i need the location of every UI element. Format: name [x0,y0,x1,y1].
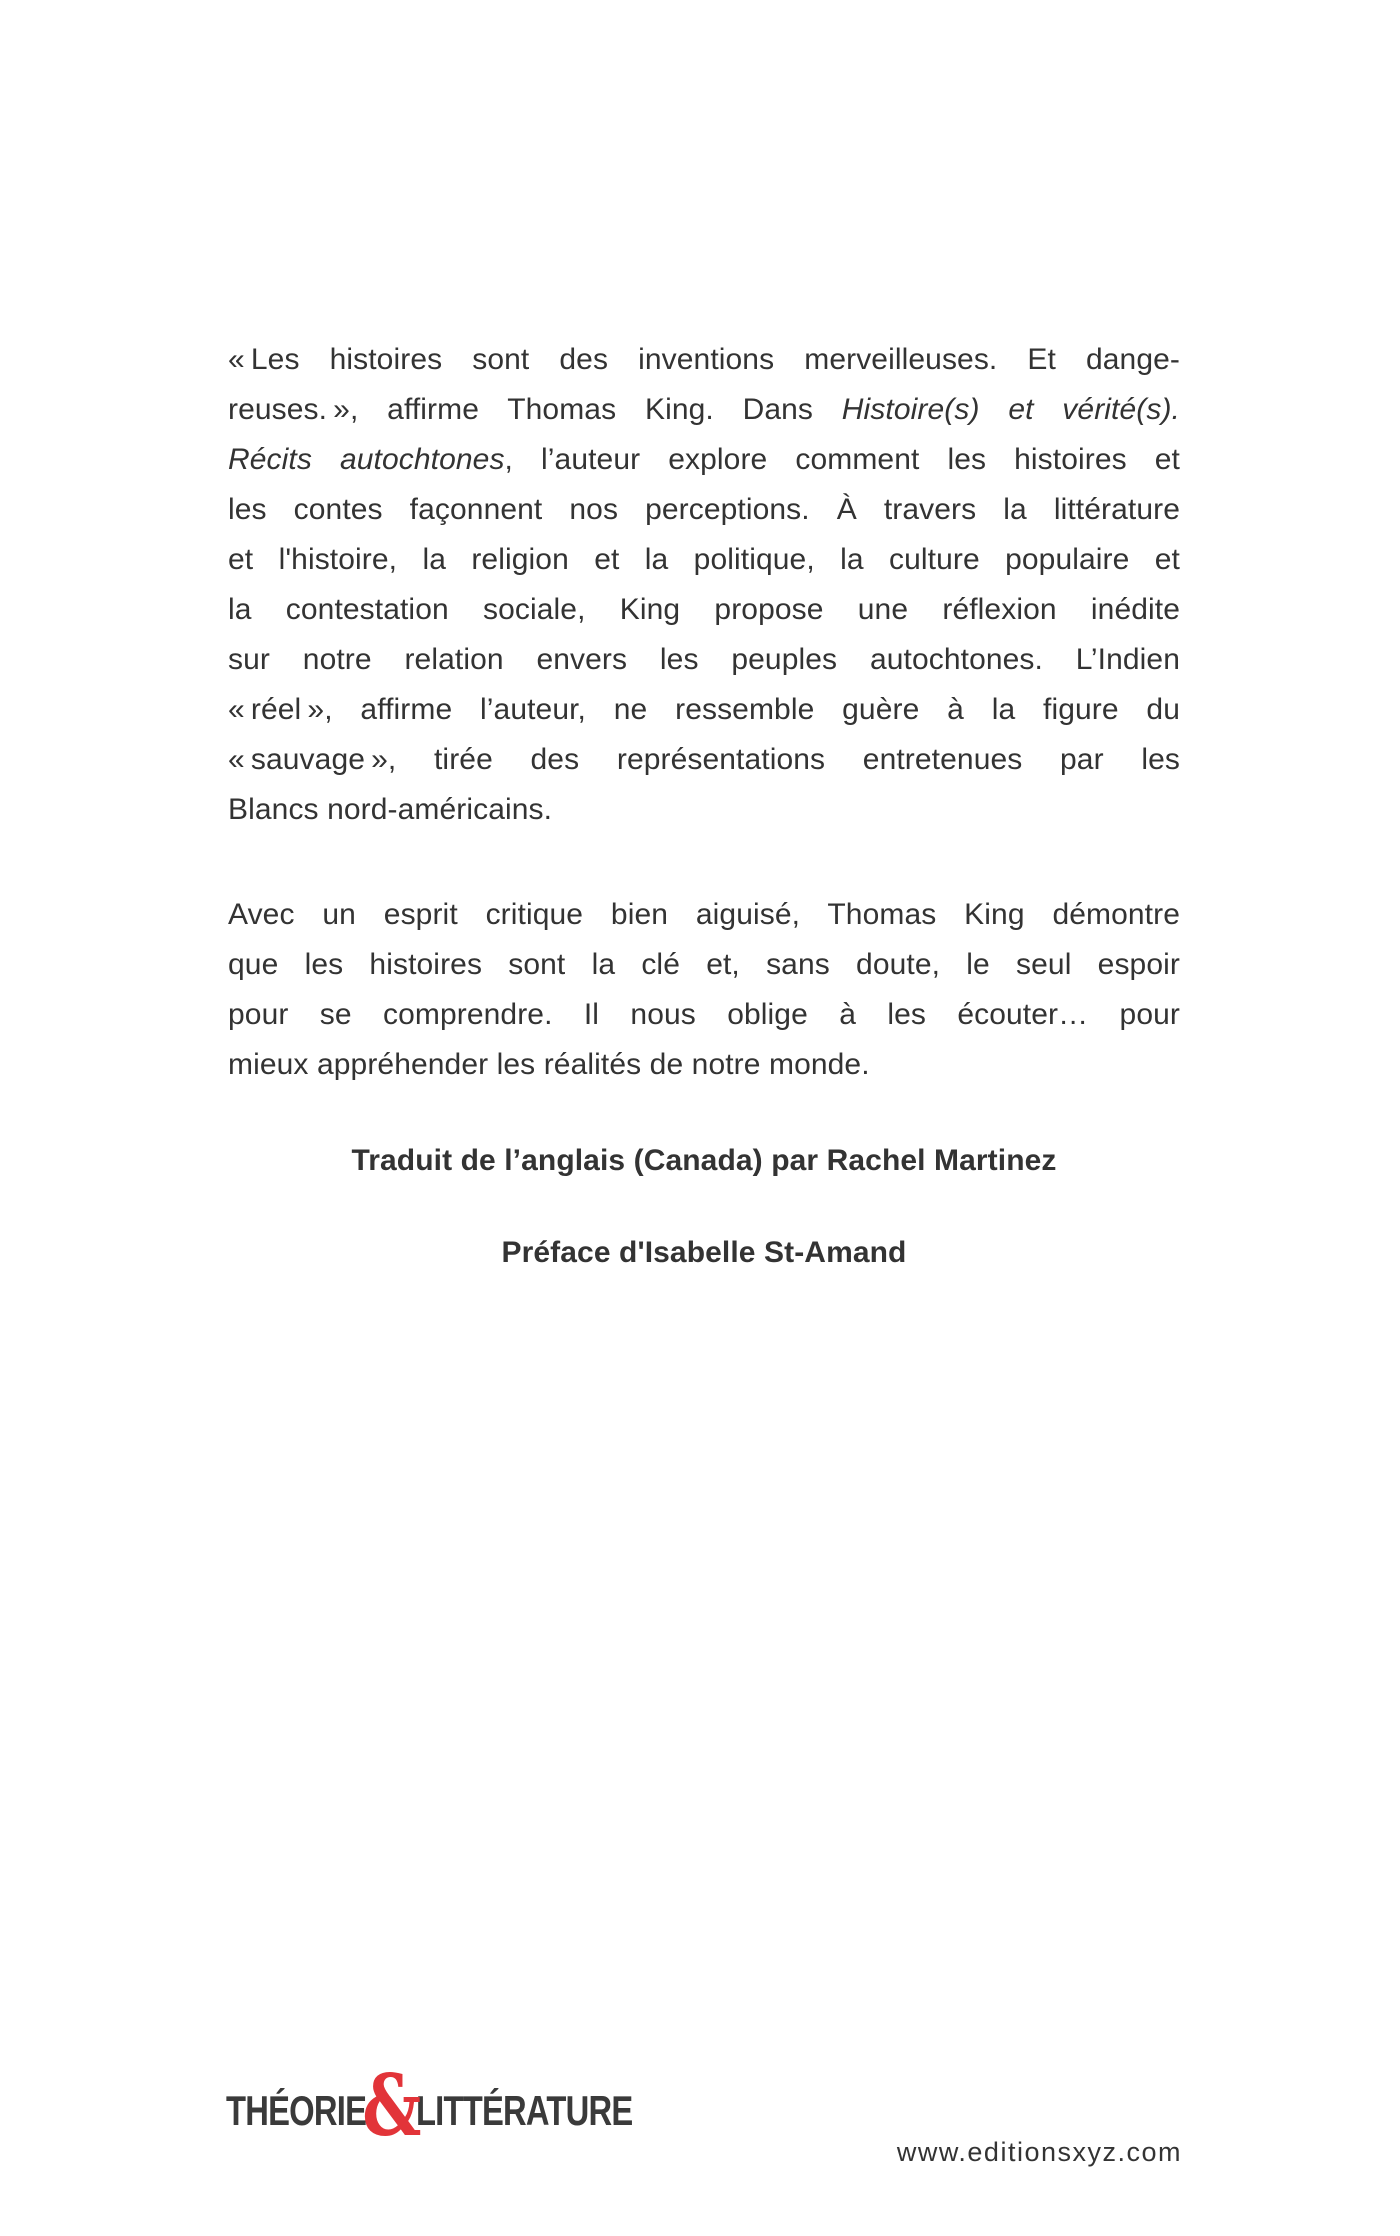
body-line [228,735,1180,785]
body-line [228,785,1180,835]
body-line [228,990,1180,1040]
translation-credit: Traduit de l’anglais (Canada) par Rachel Martinez [351,1144,1057,1177]
body-text-segment: « sauvage », tirée des représentations entretenues par les [228,743,1180,776]
body-line [228,535,1180,585]
synopsis-paragraph [228,335,1180,835]
preface-credit: Préface d'Isabelle St-Amand [501,1236,907,1269]
book-title-italic: Récits autochtones [228,443,505,476]
body-text-segment: reuses. », affirme Thomas King. Dans [228,393,842,426]
body-line [228,940,1180,990]
logo-word-litterature: LITTÉRATURE [415,2087,633,2134]
body-text-segment: pour se comprendre. Il nous oblige à les écouter… pour [228,998,1180,1031]
body-text-segment: « Les histoires sont des inventions merveilleuses. Et dange- [228,343,1180,376]
body-line [228,635,1180,685]
body-line [228,685,1180,735]
back-cover-text [228,335,1180,1278]
body-text-segment: mieux appréhender les réalités de notre monde. [228,1048,870,1081]
ampersand-icon: & [362,2056,422,2155]
body-line [228,335,1180,385]
body-text-segment: Avec un esprit critique bien aiguisé, Thomas King démontre [228,898,1180,931]
body-line [228,1040,1180,1090]
body-text-segment: les contes façonnent nos perceptions. À travers la littérature [228,493,1180,526]
body-text-segment: , l’auteur explore comment les histoires et [504,443,1180,476]
synopsis-paragraph [228,890,1180,1090]
logo-word-theorie: THÉORIE [226,2087,367,2134]
body-text-segment: la contestation sociale, King propose une réflexion inédite [228,593,1180,626]
body-text-segment: et l'histoire, la religion et la politique, la culture populaire et [228,543,1180,576]
body-text-segment: « réel », affirme l’auteur, ne ressemble guère à la figure du [228,693,1180,726]
publisher-logo [226,2054,633,2155]
publisher-website-url: www.editionsxyz.com [896,2137,1182,2167]
body-line [228,435,1180,485]
body-text-segment: que les histoires sont la clé et, sans doute, le seul espoir [228,948,1180,981]
synopsis-paragraphs [228,335,1180,1090]
body-text-segment: Blancs nord-américains. [228,793,553,826]
body-text-segment: sur notre relation envers les peuples autochtones. L’Indien [228,643,1180,676]
body-line [228,385,1180,435]
body-line [228,485,1180,535]
body-line [228,585,1180,635]
body-line [228,890,1180,940]
book-title-italic: Histoire(s) et vérité(s). [841,393,1180,426]
